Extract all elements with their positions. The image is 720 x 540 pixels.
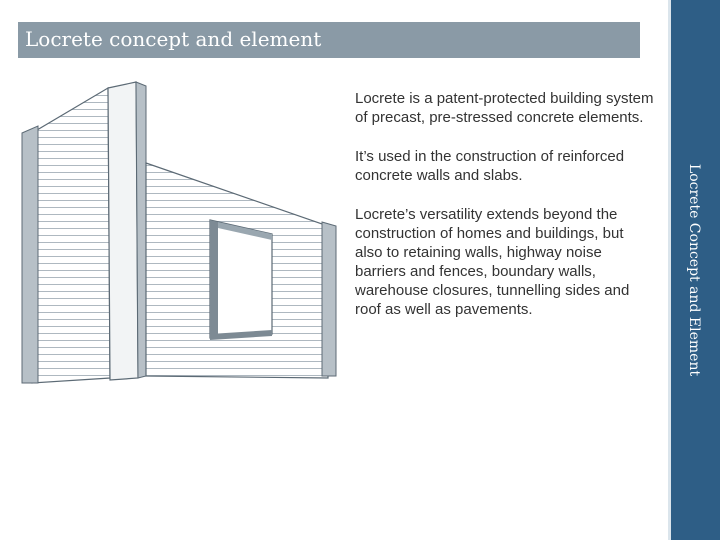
body-text [355,89,655,339]
paragraph-intro: Locrete is a patent-protected building system of precast, pre-stressed concrete elements. [355,90,654,126]
left-post [22,126,38,383]
paragraph-versatility: Locrete’s versatility extends beyond the construction of homes and buildings, but also to retaining walls, highway noise barriers and fences, boundary walls, warehouse closures, tunnelling sides and roof as well as pavements. [355,206,630,318]
slide-title: Locrete concept and element [25,27,322,51]
precast-wall-illustration [10,78,350,400]
right-post [322,222,336,376]
corner-post [108,82,138,380]
left-wall-face [32,88,110,383]
window-frame [210,220,218,338]
title-bar [18,22,640,58]
paragraph-usage: It’s used in the construction of reinforced concrete walls and slabs. [355,148,625,184]
corner-post-side [136,82,146,378]
side-label: Locrete Concept and Element [686,163,702,377]
